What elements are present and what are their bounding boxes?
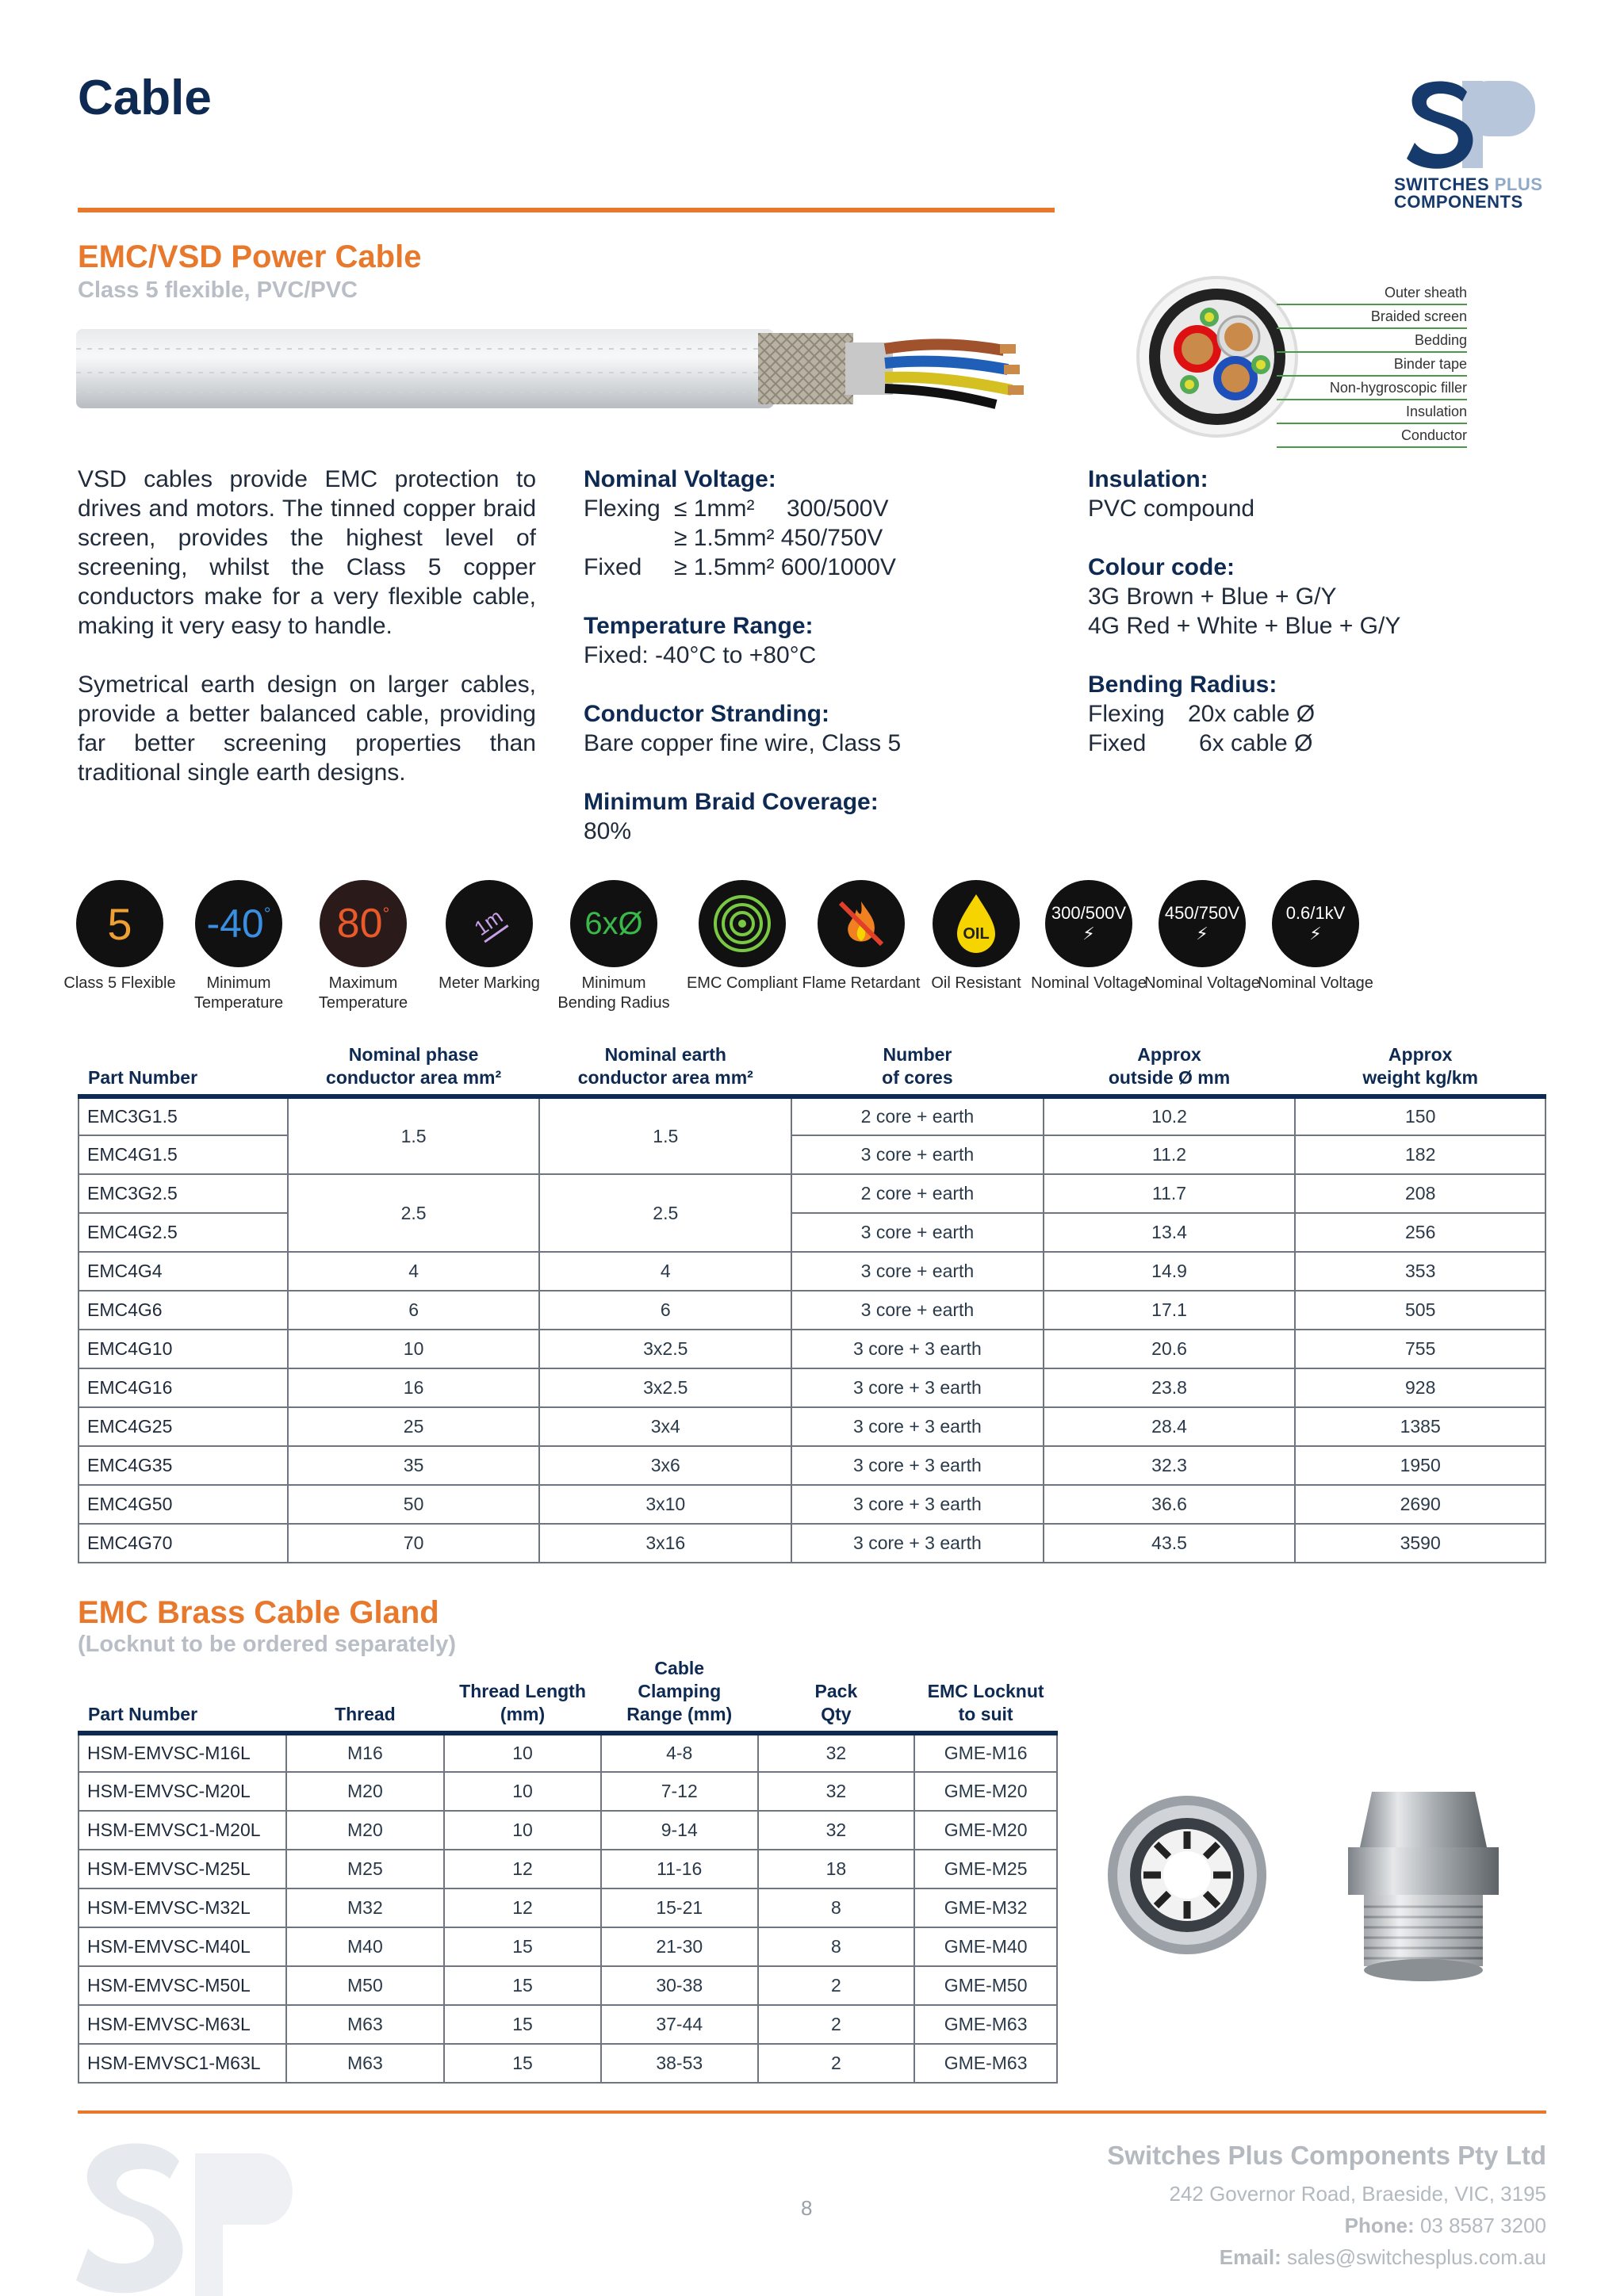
colour-code-4g: 4G Red + White + Blue + G/Y: [1088, 613, 1401, 639]
cable-spec-table: [78, 1043, 1546, 1563]
feature-icons-row: [63, 880, 1373, 1039]
gland-part-number-cell: HSM-EMVSC-M32L: [79, 1888, 286, 1927]
gland-table-cell: GME-M16: [914, 1733, 1057, 1772]
table-row: [79, 1174, 1545, 1213]
table-cell: 505: [1295, 1291, 1545, 1330]
table-cell: 3 core + 3 earth: [791, 1407, 1044, 1446]
max-temperature-icon: 80 °: [320, 880, 407, 967]
gland-table-cell: GME-M63: [914, 2044, 1057, 2083]
gland-part-number-cell: HSM-EMVSC1-M63L: [79, 2044, 286, 2083]
gland-table-cell: M25: [286, 1850, 445, 1888]
table-cell: 3x16: [539, 1524, 791, 1563]
part-number-cell: EMC3G2.5: [79, 1174, 288, 1213]
bending-radius-flexing: Flexing 20x cable Ø: [1088, 701, 1316, 727]
page-number: 8: [801, 2196, 813, 2220]
gland-part-number-cell: HSM-EMVSC-M40L: [79, 1927, 286, 1966]
gland-spec-table: [78, 1657, 1058, 2084]
col-header-weight: Approx weight kg/km: [1295, 1043, 1545, 1096]
table-cell: 2 core + earth: [791, 1096, 1044, 1135]
icon-flame: Flame Retardant: [802, 880, 921, 993]
stranding-value: Bare copper fine wire, Class 5: [584, 730, 902, 756]
col-header-outside-diameter: Approx outside Ø mm: [1044, 1043, 1296, 1096]
table-cell: 11.2: [1044, 1135, 1296, 1174]
gland-table-row: [79, 1733, 1057, 1772]
label-outer-sheath: Outer sheath: [1277, 281, 1467, 305]
table-cell: 13.4: [1044, 1213, 1296, 1252]
gland-table-row: [79, 2044, 1057, 2083]
gland-table-cell: 10: [444, 1772, 601, 1811]
gland-table-cell: 7-12: [601, 1772, 758, 1811]
braid-coverage-label: Minimum Braid Coverage:: [584, 789, 879, 815]
gland-header-row: [79, 1657, 1057, 1733]
table-row: [79, 1368, 1545, 1407]
description-paragraph-1: VSD cables provide EMC protection to drives and motors. The tinned copper braid screen, provides the highest level of screening, whilst the Class 5 copper conductors make for a very flexible cable, making it very easy to handle.: [78, 466, 536, 639]
gland-table-cell: 37-44: [601, 2005, 758, 2044]
gland-table-cell: 21-30: [601, 1927, 758, 1966]
gland-table-cell: 15: [444, 2005, 601, 2044]
bending-radius-label: Bending Radius:: [1088, 672, 1277, 698]
table-cell: 3 core + earth: [791, 1291, 1044, 1330]
cable-cross-section-diagram: [1134, 274, 1467, 444]
voltage-450-750-icon: 450/750V ⚡: [1159, 880, 1246, 967]
gland-table-cell: GME-M50: [914, 1966, 1057, 2005]
icon-voltage-06: 0.6/1kV ⚡ Nominal Voltage: [1256, 880, 1375, 993]
colour-code-3g: 3G Brown + Blue + G/Y: [1088, 584, 1337, 610]
gland-col-header-part-number: Part Number: [79, 1657, 286, 1733]
page-title: Cable: [78, 71, 212, 125]
col-header-cores: Number of cores: [791, 1043, 1044, 1096]
footer-watermark-logo: [76, 2122, 306, 2296]
table-cell: 1950: [1295, 1446, 1545, 1485]
table-cell: 2690: [1295, 1485, 1545, 1524]
gland-table-cell: GME-M20: [914, 1772, 1057, 1811]
gland-table-cell: 2: [758, 1966, 915, 2005]
table-cell: 6: [288, 1291, 540, 1330]
gland-table-row: [79, 1888, 1057, 1927]
table-cell: 70: [288, 1524, 540, 1563]
locknut-photo: [1104, 1792, 1270, 1958]
gland-part-number-cell: HSM-EMVSC-M20L: [79, 1772, 286, 1811]
table-cell: 3 core + 3 earth: [791, 1485, 1044, 1524]
table-cell: 10: [288, 1330, 540, 1368]
table-cell: 3 core + earth: [791, 1135, 1044, 1174]
flame-retardant-icon: [818, 880, 905, 967]
emc-compliant-icon: [699, 880, 786, 967]
title-divider: [78, 208, 1055, 212]
table-cell: 3 core + earth: [791, 1252, 1044, 1291]
gland-table-cell: 8: [758, 1888, 915, 1927]
footer-company-name: Switches Plus Components Pty Ltd: [1107, 2141, 1546, 2170]
properties-column: [1088, 465, 1546, 758]
temperature-value: Fixed: -40°C to +80°C: [584, 642, 817, 668]
gland-table-cell: M20: [286, 1772, 445, 1811]
gland-table-cell: M40: [286, 1927, 445, 1966]
table-cell: 17.1: [1044, 1291, 1296, 1330]
gland-col-header-locknut: EMC Locknut to suit: [914, 1657, 1057, 1733]
gland-table-cell: GME-M20: [914, 1811, 1057, 1850]
table-cell: 1.5: [288, 1096, 540, 1174]
cable-photo: [76, 317, 1059, 420]
table-cell: 1385: [1295, 1407, 1545, 1446]
gland-col-header-pack-qty: Pack Qty: [758, 1657, 915, 1733]
table-cell: 2.5: [539, 1174, 791, 1252]
table-row: [79, 1446, 1545, 1485]
table-row: [79, 1096, 1545, 1135]
table-cell: 2 core + earth: [791, 1174, 1044, 1213]
section-title-gland: EMC Brass Cable Gland: [78, 1595, 439, 1630]
table-cell: 182: [1295, 1135, 1545, 1174]
gland-table-row: [79, 1811, 1057, 1850]
temperature-label: Temperature Range:: [584, 613, 814, 639]
gland-table-cell: M20: [286, 1811, 445, 1850]
gland-table-cell: 32: [758, 1733, 915, 1772]
footer-phone: Phone: 03 8587 3200: [1344, 2214, 1546, 2237]
gland-table-cell: 2: [758, 2044, 915, 2083]
sp-logo-mark: [1405, 76, 1540, 171]
part-number-cell: EMC4G6: [79, 1291, 288, 1330]
table-cell: 43.5: [1044, 1524, 1296, 1563]
gland-table-cell: M63: [286, 2005, 445, 2044]
gland-table-cell: 10: [444, 1811, 601, 1850]
gland-table-cell: 38-53: [601, 2044, 758, 2083]
gland-table-cell: 30-38: [601, 1966, 758, 2005]
icon-oil: OIL Oil Resistant: [917, 880, 1036, 993]
gland-table-cell: 32: [758, 1772, 915, 1811]
table-cell: 50: [288, 1485, 540, 1524]
table-row: [79, 1407, 1545, 1446]
voltage-0-6-1kv-icon: 0.6/1kV ⚡: [1272, 880, 1359, 967]
table-cell: 3x4: [539, 1407, 791, 1446]
table-cell: 4: [288, 1252, 540, 1291]
icon-bending-radius: 6xØ Minimum Bending Radius: [554, 880, 673, 1013]
table-cell: 3 core + 3 earth: [791, 1368, 1044, 1407]
nominal-voltage-fixed: Fixed ≥ 1.5mm² 600/1000V: [584, 554, 896, 580]
table-cell: 928: [1295, 1368, 1545, 1407]
gland-table-row: [79, 1966, 1057, 2005]
part-number-cell: EMC4G25: [79, 1407, 288, 1446]
gland-table-cell: 12: [444, 1850, 601, 1888]
icon-voltage-300: 300/500V ⚡ Nominal Voltage: [1029, 880, 1148, 993]
table-cell: 353: [1295, 1252, 1545, 1291]
gland-table-cell: M16: [286, 1733, 445, 1772]
gland-table-cell: GME-M25: [914, 1850, 1057, 1888]
gland-table-cell: 4-8: [601, 1733, 758, 1772]
min-temperature-icon: -40 °: [195, 880, 282, 967]
part-number-cell: EMC4G50: [79, 1485, 288, 1524]
nominal-voltage-label: Nominal Voltage:: [584, 466, 776, 492]
table-cell: 11.7: [1044, 1174, 1296, 1213]
part-number-cell: EMC4G70: [79, 1524, 288, 1563]
class5-icon: 5: [76, 880, 163, 967]
gland-table-cell: GME-M40: [914, 1927, 1057, 1966]
section-subtitle-gland: (Locknut to be ordered separately): [78, 1632, 456, 1657]
gland-col-header-thread-length: Thread Length (mm): [444, 1657, 601, 1733]
table-cell: 28.4: [1044, 1407, 1296, 1446]
gland-table-cell: M50: [286, 1966, 445, 2005]
footer-email[interactable]: Email: sales@switchesplus.com.au: [1219, 2245, 1546, 2269]
braid-coverage-value: 80%: [584, 818, 632, 844]
table-row: [79, 1252, 1545, 1291]
insulation-label: Insulation:: [1088, 466, 1208, 492]
icon-min-temp: -40 ° Minimum Temperature: [179, 880, 298, 1013]
cable-gland-photo: [1316, 1776, 1530, 1990]
part-number-cell: EMC4G35: [79, 1446, 288, 1485]
part-number-cell: EMC3G1.5: [79, 1096, 288, 1135]
table-cell: 20.6: [1044, 1330, 1296, 1368]
gland-table-cell: 8: [758, 1927, 915, 1966]
table-cell: 3 core + 3 earth: [791, 1524, 1044, 1563]
gland-table-cell: 10: [444, 1733, 601, 1772]
gland-table-cell: 11-16: [601, 1850, 758, 1888]
gland-table-cell: 15-21: [601, 1888, 758, 1927]
section-title-emc-cable: EMC/VSD Power Cable: [78, 239, 422, 274]
nominal-voltage-flexing: Flexing ≤ 1mm² 300/500V: [584, 496, 889, 522]
col-header-earth-area: Nominal earth conductor area mm²: [539, 1043, 791, 1096]
voltage-300-500-icon: 300/500V ⚡: [1045, 880, 1132, 967]
specs-column: [584, 465, 1028, 846]
gland-table-cell: M63: [286, 2044, 445, 2083]
icon-voltage-450: 450/750V ⚡ Nominal Voltage: [1143, 880, 1262, 993]
gland-table-cell: 32: [758, 1811, 915, 1850]
section-subtitle-emc-cable: Class 5 flexible, PVC/PVC: [78, 277, 358, 303]
table-row: [79, 1485, 1545, 1524]
oil-resistant-icon: OIL: [933, 880, 1020, 967]
gland-part-number-cell: HSM-EMVSC-M16L: [79, 1733, 286, 1772]
gland-table-cell: GME-M63: [914, 2005, 1057, 2044]
part-number-cell: EMC4G1.5: [79, 1135, 288, 1174]
gland-part-number-cell: HSM-EMVSC1-M20L: [79, 1811, 286, 1850]
bending-radius-icon: 6xØ: [570, 880, 657, 967]
bending-radius-fixed: Fixed 6x cable Ø: [1088, 730, 1313, 756]
table-cell: 10.2: [1044, 1096, 1296, 1135]
label-insulation: Insulation: [1277, 400, 1467, 424]
gland-table-cell: 9-14: [601, 1811, 758, 1850]
table-cell: 1.5: [539, 1096, 791, 1174]
label-bedding: Bedding: [1277, 329, 1467, 353]
logo-name-line2: COMPONENTS: [1394, 192, 1523, 212]
table-cell: 3x10: [539, 1485, 791, 1524]
table-cell: 36.6: [1044, 1485, 1296, 1524]
gland-table-cell: M32: [286, 1888, 445, 1927]
description-column: [78, 465, 536, 817]
table-cell: 32.3: [1044, 1446, 1296, 1485]
gland-table-cell: 15: [444, 1927, 601, 1966]
gland-table-cell: 18: [758, 1850, 915, 1888]
gland-table-cell: 2: [758, 2005, 915, 2044]
table-cell: 150: [1295, 1096, 1545, 1135]
nominal-voltage-flexing-2: ≥ 1.5mm² 450/750V: [674, 525, 883, 551]
label-conductor: Conductor: [1277, 424, 1467, 448]
icon-class5: 5 Class 5 Flexible: [60, 880, 179, 993]
table-header-row: [79, 1043, 1545, 1096]
table-cell: 3x6: [539, 1446, 791, 1485]
colour-code-label: Colour code:: [1088, 554, 1235, 580]
label-filler: Non-hygroscopic filler: [1277, 377, 1467, 400]
table-cell: 14.9: [1044, 1252, 1296, 1291]
footer-divider: [78, 2110, 1546, 2114]
table-cell: 23.8: [1044, 1368, 1296, 1407]
icon-max-temp: 80 ° Maximum Temperature: [304, 880, 423, 1013]
gland-part-number-cell: HSM-EMVSC-M50L: [79, 1966, 286, 2005]
table-row: [79, 1524, 1545, 1563]
part-number-cell: EMC4G4: [79, 1252, 288, 1291]
table-cell: 256: [1295, 1213, 1545, 1252]
table-row: [79, 1330, 1545, 1368]
footer-address: 242 Governor Road, Braeside, VIC, 3195: [1169, 2182, 1546, 2206]
table-cell: 2.5: [288, 1174, 540, 1252]
gland-table-row: [79, 1772, 1057, 1811]
gland-part-number-cell: HSM-EMVSC-M63L: [79, 2005, 286, 2044]
part-number-cell: EMC4G10: [79, 1330, 288, 1368]
table-cell: 3x2.5: [539, 1330, 791, 1368]
gland-table-row: [79, 1927, 1057, 1966]
col-header-part-number: Part Number: [79, 1043, 288, 1096]
icon-meter-marking: 1m Meter Marking: [430, 880, 549, 993]
gland-part-number-cell: HSM-EMVSC-M25L: [79, 1850, 286, 1888]
col-header-phase-area: Nominal phase conductor area mm²: [288, 1043, 540, 1096]
table-cell: 6: [539, 1291, 791, 1330]
label-braided-screen: Braided screen: [1277, 305, 1467, 329]
label-binder-tape: Binder tape: [1277, 353, 1467, 377]
gland-col-header-clamping-range: Cable Clamping Range (mm): [601, 1657, 758, 1733]
table-cell: 3x2.5: [539, 1368, 791, 1407]
icon-emc: EMC Compliant: [683, 880, 802, 993]
table-cell: 755: [1295, 1330, 1545, 1368]
table-cell: 208: [1295, 1174, 1545, 1213]
table-row: [79, 1291, 1545, 1330]
table-cell: 25: [288, 1407, 540, 1446]
company-logo: [1394, 76, 1553, 211]
gland-table-row: [79, 1850, 1057, 1888]
table-cell: 35: [288, 1446, 540, 1485]
gland-col-header-thread: Thread: [286, 1657, 445, 1733]
stranding-label: Conductor Stranding:: [584, 701, 829, 727]
table-cell: 4: [539, 1252, 791, 1291]
table-cell: 3 core + 3 earth: [791, 1330, 1044, 1368]
table-cell: 3 core + earth: [791, 1213, 1044, 1252]
meter-marking-icon: 1m: [446, 880, 533, 967]
table-cell: 16: [288, 1368, 540, 1407]
insulation-value: PVC compound: [1088, 496, 1255, 522]
gland-table-cell: GME-M32: [914, 1888, 1057, 1927]
gland-table-cell: 15: [444, 1966, 601, 2005]
logo-name-line1: SWITCHES PLUS: [1394, 174, 1543, 194]
gland-table-row: [79, 2005, 1057, 2044]
part-number-cell: EMC4G16: [79, 1368, 288, 1407]
gland-table-cell: 15: [444, 2044, 601, 2083]
gland-table-cell: 12: [444, 1888, 601, 1927]
description-paragraph-2: Symetrical earth design on larger cables, provide a better balanced cable, providing far better screening properties than traditional single earth designs.: [78, 672, 536, 786]
table-cell: 3 core + 3 earth: [791, 1446, 1044, 1485]
table-cell: 3590: [1295, 1524, 1545, 1563]
part-number-cell: EMC4G2.5: [79, 1213, 288, 1252]
